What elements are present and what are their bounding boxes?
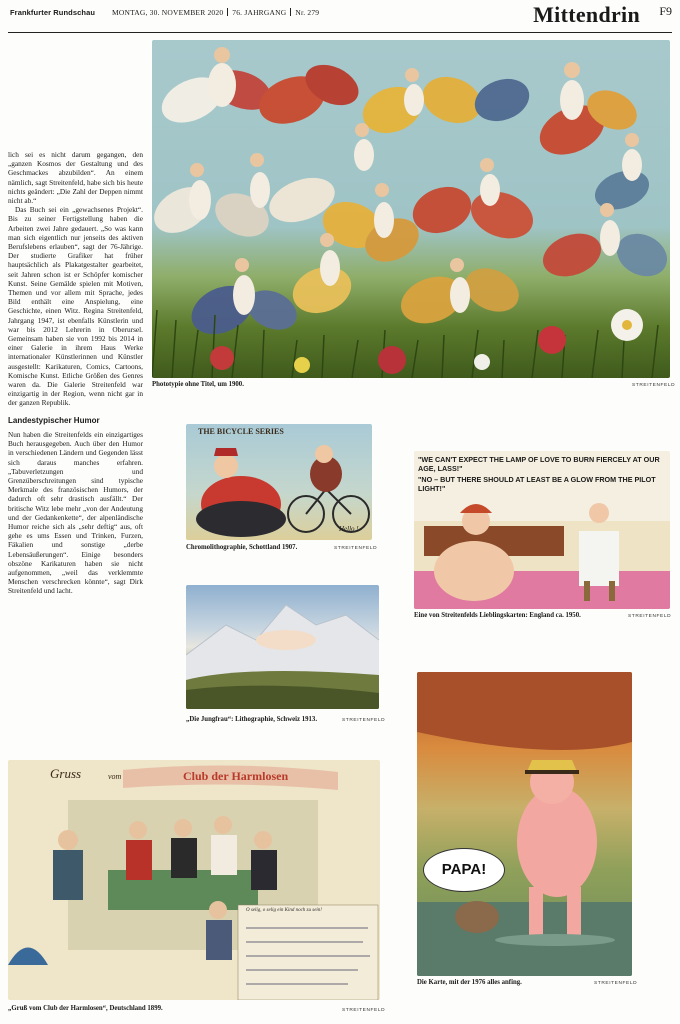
caption-main: Phototypie ohne Titel, um 1900.	[152, 381, 244, 388]
hello-text: Hello !	[339, 525, 359, 533]
butterfly-illustration	[152, 40, 670, 378]
caption-jungfrau: „Die Jungfrau“: Lithographie, Schweiz 1913.	[186, 716, 318, 723]
article-paragraph: Nun haben die Streitenfelds ein einzigartiges Buch herausgegeben. Auch über den Humor in verschiedenen Ländern und Gegenden lässt sich daraus manches erfahren. „Tabuverletzungen und Grenzüberschreitungen sind typische Merkmale des französischen Humors, der dadurch oft sehr drastisch ausfällt.“ Der britische Witz lebe mehr „von der Andeutung und der Gedankenkette“, der alpenländische Humor reiche sich als „sehr deftig“ aus, oft gehe es ums Essen und Trinken, Furzen, Fäkalien und sonstige „derbe Lebensäußerungen“. Einige besonders obszöne Karikaturen haben sie nicht aufgenommen, „weil das verklemmte Menschen verschrecken könnte“, sagt Dirk Streitenfeld und lacht.	[8, 429, 143, 596]
subheading: Landestypischer Humor	[8, 415, 100, 425]
club-der-harmlosen-postcard	[8, 760, 380, 1000]
club-illustration	[8, 760, 380, 1000]
butterfly-children-postcard	[152, 40, 670, 378]
caption-papa: Die Karte, mit der 1976 alles anfing.	[417, 979, 522, 986]
love-line-2: "NO – BUT THERE SHOULD AT LEAST BE A GLOW FROM THE PILOT LIGHT!"	[418, 475, 656, 493]
club-banner-text: Club der Harmlosen	[183, 769, 289, 783]
credit-main: STREITENFELD	[632, 383, 676, 388]
header-rule	[8, 32, 672, 33]
lamp-of-love-postcard	[414, 451, 670, 609]
jungfrau-postcard	[186, 585, 379, 709]
papa-illustration	[417, 672, 632, 976]
dateline	[112, 8, 319, 17]
masthead: Frankfurter Rundschau	[10, 8, 96, 17]
bike-series-title: THE BICYCLE SERIES	[198, 427, 284, 436]
issue-number: Nr. 279	[295, 8, 320, 17]
love-line-1: "WE CAN'T EXPECT THE LAMP OF LOVE TO BURN FIERCELY AT OUR AGE, LASS!"	[418, 455, 660, 473]
divider	[227, 8, 228, 16]
section-title: Mittendrin	[533, 2, 640, 27]
caption-love: Eine von Streitenfelds Lieblingskarten: England ca. 1950.	[414, 612, 581, 619]
page-number: F9	[659, 4, 672, 18]
bicycle-postcard	[186, 424, 372, 540]
vom-text: vom	[108, 772, 122, 781]
credit-jungfrau: STREITENFELD	[342, 718, 386, 723]
divider	[290, 8, 291, 16]
papa-speech-bubble: PAPA!	[423, 848, 505, 892]
credit-papa: STREITENFELD	[594, 981, 638, 986]
credit-love: STREITENFELD	[628, 614, 672, 619]
credit-bike: STREITENFELD	[334, 546, 378, 551]
bicycle-illustration	[186, 424, 372, 540]
gruss-text: Gruss	[50, 766, 82, 781]
caption-club: „Gruß vom Club der Harmlosen“, Deutschland 1899.	[8, 1005, 163, 1012]
article-paragraph: Das Buch sei ein „gewachsenes Projekt“. Bis zu seiner Fertigstellung haben die Arbeiten zwei Jahre gedauert. „So was kann man sich eigentlich nur jenseits des aktiven Berufslebens erlauben“, sagt der 76-Jährige. Der studierte Grafiker hat früher hauptsächlich als Plakatgestalter gearbeitet, seit Jahren schon ist er Schöpfer komischer Kunst. Seine Gemälde spielen mit Motiven, Themen und vor allem mit Sprache, jedes Bild enthält eine Anspielung, eine Geschichte, einen Witz. Regina Streitenfeld, Jahrgang 1947, ist ebenfalls Künstlerin und war bis 2012 Lehrerin in Oberursel. Gemeinsam haben sie von 1992 bis 2014 in einer Galerie in ihrem Haus Werke internationaler Künstlerinnen und Künstler ausgestellt: Karikaturen, Comics, Cartoons, Komische Kunst. Etliche Größen des Genres waren da. Die Galerie Streitenfeld war einzigartig in der Region, wenn nicht gar in der ganzen Republik.	[8, 205, 143, 408]
article-column	[8, 150, 143, 596]
article-paragraph: lich sei es nicht darum gegangen, den „ganzen Kosmos der Gestaltung und des Geschmackes abzubilden“. An einem nämlich, sagt Streitenfeld, habe sich bis heute nichts geändert: „Die Zahl der Deppen nimmt nicht ab.“	[8, 150, 143, 206]
credit-club: STREITENFELD	[342, 1008, 386, 1013]
issue-date: MONTAG, 30. NOVEMBER 2020	[112, 8, 224, 17]
papa-postcard	[417, 672, 632, 976]
mountain-illustration	[186, 585, 379, 709]
caption-bike: Chromolithographie, Schottland 1907.	[186, 544, 298, 551]
motto-text: O selig, o selig ein Kind noch zu sein!	[246, 908, 322, 913]
volume: 76. JAHRGANG	[232, 8, 287, 17]
